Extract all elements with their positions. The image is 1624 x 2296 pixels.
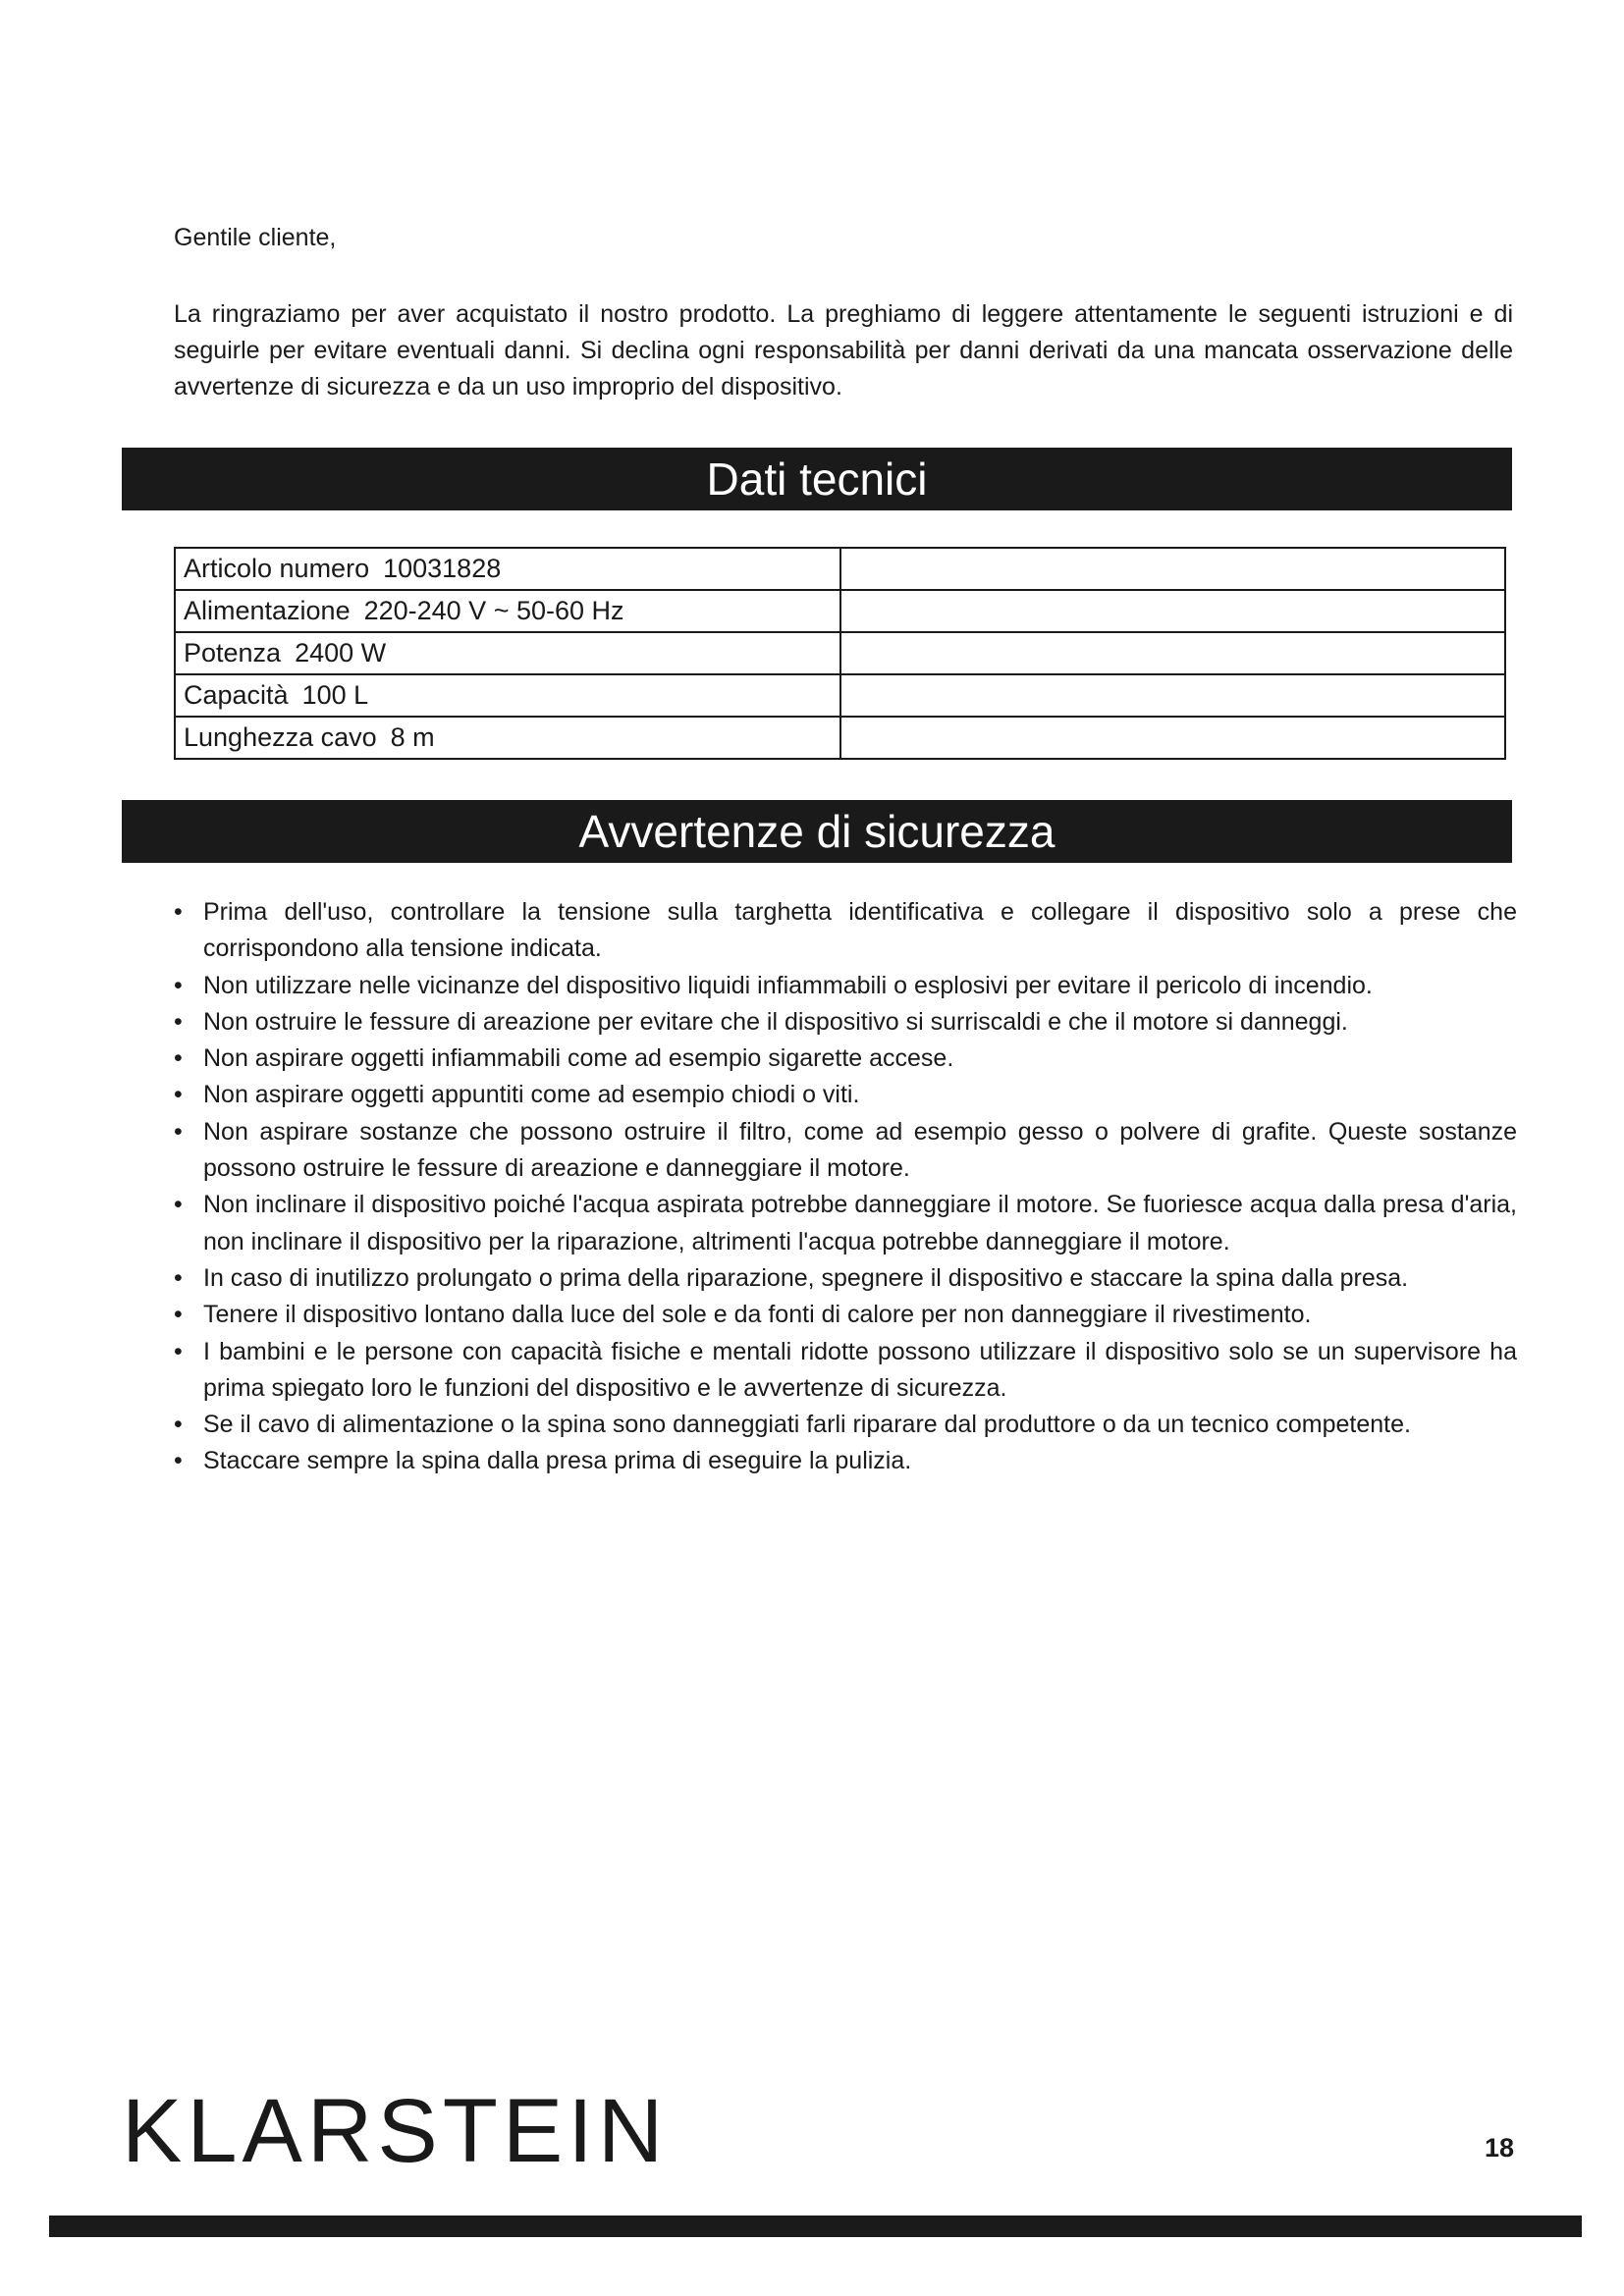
spec-label: Alimentazione xyxy=(184,596,351,625)
list-item: • Non aspirare oggetti infiammabili come ad esempio sigarette accese. xyxy=(174,1041,1517,1077)
spec-value: 2400 W xyxy=(295,638,387,667)
list-item: • Non ostruire le fessure di areazione per evitare che il dispositivo si surriscaldi e che il motore si danneggi. xyxy=(174,1004,1517,1041)
footer-rule xyxy=(49,2216,1582,2237)
list-item: • Non aspirare oggetti appuntiti come ad esempio chiodi o viti. xyxy=(174,1077,1517,1113)
spec-value: 220-240 V ~ 50-60 Hz xyxy=(363,596,624,625)
empty-cell xyxy=(840,674,1505,717)
intro-paragraph: La ringraziamo per aver acquistato il nostro prodotto. La preghiamo di leggere attentamente le seguenti istruzioni e di seguirle per evitare eventuali danni. Si declina ogni responsabilità per danni derivati da una mancata osservazione delle avvertenze di sicurezza e da un uso improprio del dispositivo. xyxy=(174,300,1513,400)
brand-logo: KLARSTEIN xyxy=(122,2081,669,2181)
spec-label: Articolo numero xyxy=(184,554,370,583)
table-row xyxy=(175,632,1505,674)
empty-cell xyxy=(840,548,1505,590)
technical-data-heading: Dati tecnici xyxy=(122,448,1512,510)
list-item: • Non aspirare sostanze che possono ostruire il filtro, come ad esempio gesso o polvere di grafite. Queste sostanze possono ostruire le fessure di areazione e danneggiare il motore. xyxy=(174,1114,1517,1188)
spec-value: 10031828 xyxy=(383,554,502,583)
spec-label: Capacità xyxy=(184,680,289,710)
table-row xyxy=(175,717,1505,759)
spec-label: Lunghezza cavo xyxy=(184,722,377,752)
list-item: • Non utilizzare nelle vicinanze del dispositivo liquidi infiammabili o esplosivi per evitare il pericolo di incendio. xyxy=(174,968,1517,1004)
spec-value: 100 L xyxy=(301,680,369,710)
spec-label: Potenza xyxy=(184,638,282,667)
safety-heading: Avvertenze di sicurezza xyxy=(122,800,1512,863)
list-item: • Non inclinare il dispositivo poiché l'acqua aspirata potrebbe danneggiare il motore. Se fuoriesce acqua dalla presa d'aria, non inclinare il dispositivo per la riparazione, altrimenti l'acqua potrebbe danneggiare il motore. xyxy=(174,1187,1517,1260)
list-item: • Tenere il dispositivo lontano dalla luce del sole e da fonti di calore per non danneggiare il rivestimento. xyxy=(174,1297,1517,1333)
empty-cell xyxy=(840,590,1505,632)
table-row xyxy=(175,548,1505,590)
empty-cell xyxy=(840,632,1505,674)
table-row xyxy=(175,590,1505,632)
list-item: • Se il cavo di alimentazione o la spina sono danneggiati farli riparare dal produttore o da un tecnico competente. xyxy=(174,1407,1517,1443)
list-item: • In caso di inutilizzo prolungato o prima della riparazione, spegnere il dispositivo e staccare la spina dalla presa. xyxy=(174,1260,1517,1297)
spec-value: 8 m xyxy=(390,722,435,752)
empty-cell xyxy=(840,717,1505,759)
list-item: • Staccare sempre la spina dalla presa prima di eseguire la pulizia. xyxy=(174,1443,1517,1479)
page-number: 18 xyxy=(1484,2133,1514,2163)
technical-data-table xyxy=(174,547,1506,760)
list-item: • Prima dell'uso, controllare la tensione sulla targhetta identificativa e collegare il dispositivo solo a prese che corrispondono alla tensione indicata. xyxy=(174,894,1517,968)
greeting: Gentile cliente, xyxy=(174,224,337,251)
list-item: • I bambini e le persone con capacità fisiche e mentali ridotte possono utilizzare il dispositivo solo se un supervisore ha prima spiegato loro le funzioni del dispositivo e le avvertenze di sicurezza. xyxy=(174,1334,1517,1408)
table-row xyxy=(175,674,1505,717)
safety-list xyxy=(174,894,1517,1480)
